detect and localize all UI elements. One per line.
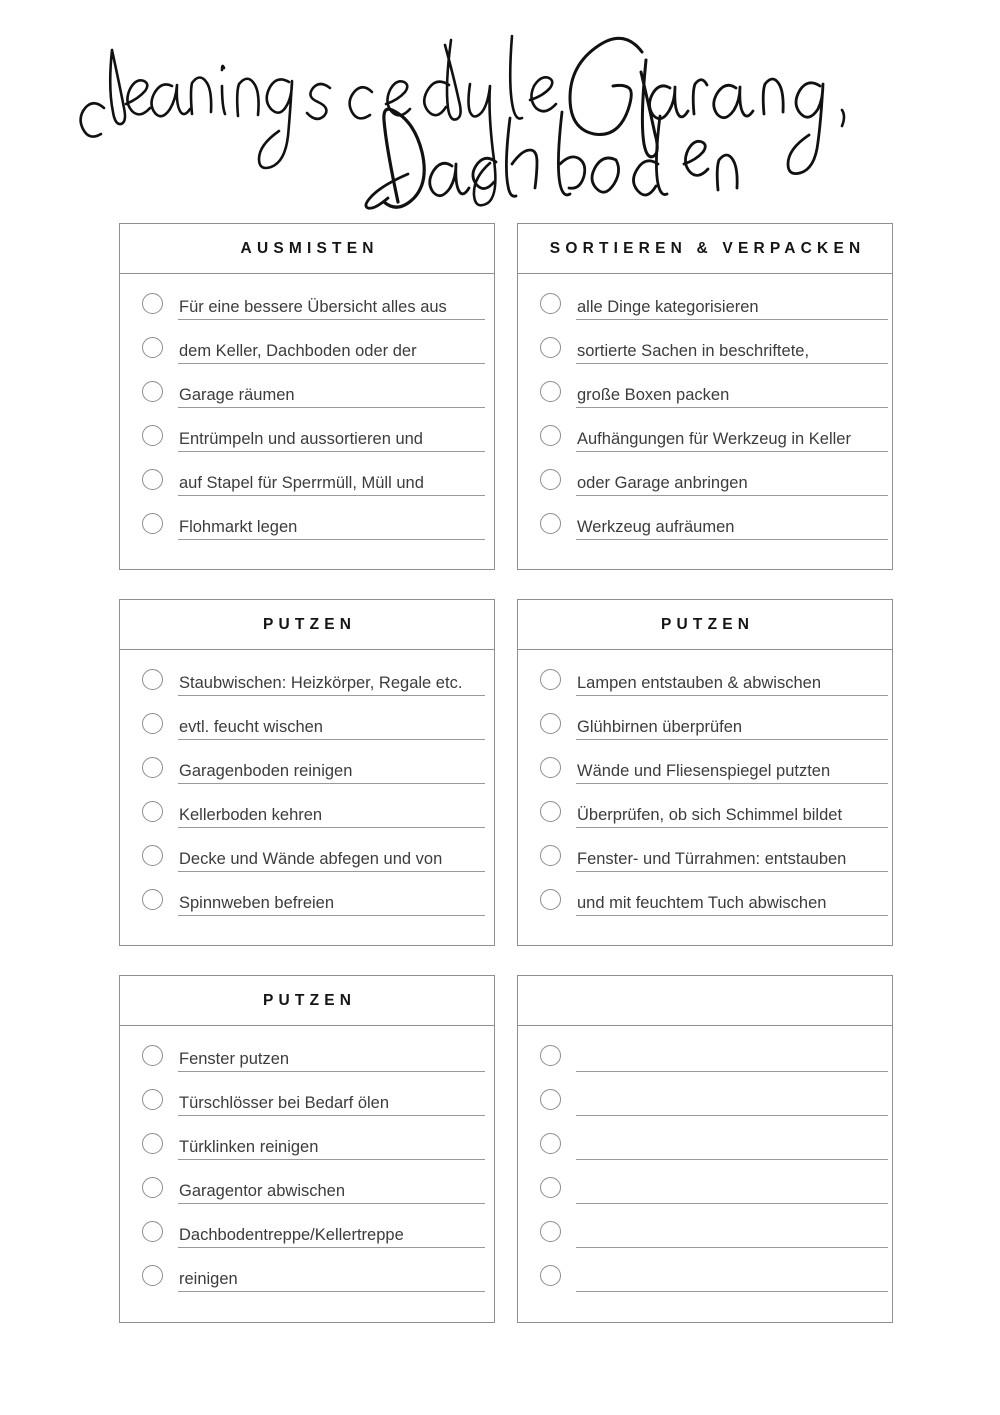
task-row[interactable] xyxy=(534,756,876,800)
task-label: Fenster putzen xyxy=(179,1050,290,1068)
task-row[interactable] xyxy=(136,1176,478,1220)
task-line[interactable] xyxy=(576,1132,876,1162)
write-rule xyxy=(576,915,888,916)
write-rule xyxy=(178,827,485,828)
checkbox-circle-icon[interactable] xyxy=(540,337,561,358)
write-rule xyxy=(576,451,888,452)
task-label: Decke und Wände abfegen und von xyxy=(179,850,443,868)
task-row[interactable] xyxy=(534,1132,876,1176)
task-row[interactable] xyxy=(136,1264,478,1308)
checkbox-circle-icon[interactable] xyxy=(142,757,163,778)
checklist-card-sortieren-verpacken xyxy=(517,223,893,570)
checkbox-circle-icon[interactable] xyxy=(540,889,561,910)
task-row[interactable] xyxy=(534,424,876,468)
task-line xyxy=(576,336,876,366)
task-label: Glühbirnen überprüfen xyxy=(577,718,743,736)
write-rule xyxy=(178,1159,485,1160)
task-line xyxy=(576,424,876,454)
write-rule xyxy=(576,495,888,496)
task-row[interactable] xyxy=(136,800,478,844)
checkbox-circle-icon[interactable] xyxy=(142,425,163,446)
task-row[interactable] xyxy=(534,1044,876,1088)
task-row[interactable] xyxy=(136,756,478,800)
task-line xyxy=(178,668,478,698)
task-label: Flohmarkt legen xyxy=(179,518,298,536)
card-title: AUSMISTEN xyxy=(240,239,379,257)
checklist-card-blank xyxy=(517,975,893,1323)
card-header xyxy=(518,976,892,1026)
task-line xyxy=(576,844,876,874)
checkbox-circle-icon[interactable] xyxy=(142,1221,163,1242)
task-row[interactable] xyxy=(136,1220,478,1264)
task-label: Garagenboden reinigen xyxy=(179,762,353,780)
checklist-card-putzen-3 xyxy=(119,975,495,1323)
write-rule xyxy=(576,1247,888,1248)
task-line xyxy=(576,800,876,830)
task-label: reinigen xyxy=(179,1270,238,1288)
write-rule xyxy=(178,871,485,872)
write-rule xyxy=(576,871,888,872)
checkbox-circle-icon[interactable] xyxy=(540,469,561,490)
task-label: Türklinken reinigen xyxy=(179,1138,319,1156)
task-row[interactable] xyxy=(136,336,478,380)
task-label: und mit feuchtem Tuch abwischen xyxy=(577,894,827,912)
write-rule xyxy=(576,319,888,320)
checklist-card-putzen-1 xyxy=(119,599,495,946)
task-label: sortierte Sachen in beschriftete, xyxy=(577,342,810,360)
checkbox-circle-icon[interactable] xyxy=(540,381,561,402)
checkbox-circle-icon[interactable] xyxy=(540,713,561,734)
checkbox-circle-icon[interactable] xyxy=(540,293,561,314)
task-label: Für eine bessere Übersicht alles aus xyxy=(179,298,447,316)
task-line xyxy=(178,512,478,542)
checkbox-circle-icon[interactable] xyxy=(540,1265,561,1286)
write-rule xyxy=(178,319,485,320)
task-label: Türschlösser bei Bedarf ölen xyxy=(179,1094,390,1112)
write-rule xyxy=(576,1071,888,1072)
task-row[interactable] xyxy=(136,468,478,512)
write-rule xyxy=(178,739,485,740)
write-rule xyxy=(178,1203,485,1204)
task-label: alle Dinge kategorisieren xyxy=(577,298,759,316)
write-rule xyxy=(178,1247,485,1248)
card-body xyxy=(120,650,494,946)
write-rule xyxy=(178,915,485,916)
task-row[interactable] xyxy=(534,668,876,712)
card-header xyxy=(120,600,494,650)
checkbox-circle-icon[interactable] xyxy=(540,1089,561,1110)
task-row[interactable] xyxy=(136,1132,478,1176)
task-label: auf Stapel für Sperrmüll, Müll und xyxy=(179,474,424,492)
checkbox-circle-icon[interactable] xyxy=(142,669,163,690)
write-rule xyxy=(178,1115,485,1116)
task-label: Fenster- und Türrahmen: entstauben xyxy=(577,850,847,868)
task-line xyxy=(576,292,876,322)
task-line xyxy=(576,712,876,742)
card-title: PUTZEN xyxy=(262,991,357,1009)
checklist-card-ausmisten xyxy=(119,223,495,570)
checkbox-circle-icon[interactable] xyxy=(142,845,163,866)
checkbox-circle-icon[interactable] xyxy=(540,845,561,866)
task-line xyxy=(178,1264,478,1294)
task-row[interactable] xyxy=(534,1088,876,1132)
checkbox-circle-icon[interactable] xyxy=(142,293,163,314)
task-row[interactable] xyxy=(534,888,876,932)
task-label: Garage räumen xyxy=(179,386,295,404)
checkbox-circle-icon[interactable] xyxy=(142,337,163,358)
checkbox-circle-icon[interactable] xyxy=(540,1045,561,1066)
task-line xyxy=(576,380,876,410)
task-line xyxy=(576,512,876,542)
checkbox-circle-icon[interactable] xyxy=(142,1045,163,1066)
write-rule xyxy=(576,827,888,828)
card-body xyxy=(120,1026,494,1322)
write-rule xyxy=(178,363,485,364)
task-label: Garagentor abwischen xyxy=(179,1182,346,1200)
task-label: Dachbodentreppe/Kellertreppe xyxy=(179,1226,404,1244)
task-label: Kellerboden kehren xyxy=(179,806,323,824)
task-row[interactable] xyxy=(534,1264,876,1308)
checkbox-circle-icon[interactable] xyxy=(540,669,561,690)
card-body xyxy=(518,650,892,946)
task-label: große Boxen packen xyxy=(577,386,730,404)
task-line xyxy=(178,712,478,742)
task-label: oder Garage anbringen xyxy=(577,474,748,492)
write-rule xyxy=(576,1203,888,1204)
write-rule xyxy=(178,495,485,496)
write-rule xyxy=(576,363,888,364)
checkbox-circle-icon[interactable] xyxy=(540,1133,561,1154)
task-line[interactable] xyxy=(576,1176,876,1206)
write-rule xyxy=(576,407,888,408)
card-body xyxy=(518,274,892,570)
write-rule xyxy=(576,695,888,696)
checkbox-circle-icon[interactable] xyxy=(540,425,561,446)
task-line xyxy=(576,888,876,918)
card-header xyxy=(518,600,892,650)
card-header xyxy=(120,224,494,274)
write-rule xyxy=(178,695,485,696)
task-line xyxy=(178,888,478,918)
task-line xyxy=(576,668,876,698)
task-row[interactable] xyxy=(136,424,478,468)
checkbox-circle-icon[interactable] xyxy=(142,1265,163,1286)
card-title: SORTIEREN & VERPACKEN xyxy=(549,239,866,257)
checkbox-circle-icon[interactable] xyxy=(142,1089,163,1110)
task-line xyxy=(178,756,478,786)
checkbox-circle-icon[interactable] xyxy=(540,757,561,778)
checkbox-circle-icon[interactable] xyxy=(142,381,163,402)
checkbox-circle-icon[interactable] xyxy=(142,513,163,534)
task-line xyxy=(178,424,478,454)
task-row[interactable] xyxy=(534,1176,876,1220)
checkbox-circle-icon[interactable] xyxy=(540,1177,561,1198)
task-row[interactable] xyxy=(136,1088,478,1132)
task-line xyxy=(178,1088,478,1118)
task-row[interactable] xyxy=(534,800,876,844)
checkbox-circle-icon[interactable] xyxy=(142,713,163,734)
task-row[interactable] xyxy=(534,712,876,756)
card-body xyxy=(518,1026,892,1322)
task-row[interactable] xyxy=(534,512,876,556)
task-line[interactable] xyxy=(576,1220,876,1250)
task-line xyxy=(178,1220,478,1250)
checklist-board xyxy=(119,223,893,1323)
task-row[interactable] xyxy=(534,336,876,380)
task-line xyxy=(178,844,478,874)
checkbox-circle-icon[interactable] xyxy=(142,1177,163,1198)
task-row[interactable] xyxy=(136,512,478,556)
checkbox-circle-icon[interactable] xyxy=(142,1133,163,1154)
checkbox-circle-icon[interactable] xyxy=(142,889,163,910)
task-row[interactable] xyxy=(534,468,876,512)
checkbox-circle-icon[interactable] xyxy=(540,513,561,534)
task-label: Entrümpeln und aussortieren und xyxy=(179,430,423,448)
task-line xyxy=(178,380,478,410)
task-line xyxy=(178,800,478,830)
handwritten-title-icon xyxy=(0,0,1000,215)
checkbox-circle-icon[interactable] xyxy=(142,801,163,822)
task-label: Werkzeug aufräumen xyxy=(577,518,735,536)
card-header xyxy=(120,976,494,1026)
write-rule xyxy=(178,407,485,408)
task-row[interactable] xyxy=(136,292,478,336)
card-body xyxy=(120,274,494,570)
task-line xyxy=(178,468,478,498)
task-line xyxy=(178,1176,478,1206)
task-line xyxy=(576,468,876,498)
task-label: Spinnweben befreien xyxy=(179,894,335,912)
task-label: evtl. feucht wischen xyxy=(179,718,323,736)
write-rule xyxy=(576,1159,888,1160)
write-rule xyxy=(576,1291,888,1292)
task-label: dem Keller, Dachboden oder der xyxy=(179,342,417,360)
write-rule xyxy=(178,783,485,784)
write-rule xyxy=(576,783,888,784)
task-row[interactable] xyxy=(136,888,478,932)
card-header xyxy=(518,224,892,274)
task-label: Überprüfen, ob sich Schimmel bildet xyxy=(577,806,843,824)
task-line[interactable] xyxy=(576,1044,876,1074)
write-rule xyxy=(576,739,888,740)
task-line xyxy=(178,1044,478,1074)
task-label: Staubwischen: Heizkörper, Regale etc. xyxy=(179,674,463,692)
task-row[interactable] xyxy=(136,844,478,888)
task-line xyxy=(576,756,876,786)
checklist-card-putzen-2 xyxy=(517,599,893,946)
write-rule xyxy=(576,1115,888,1116)
task-row[interactable] xyxy=(534,292,876,336)
page-title-block xyxy=(0,0,1000,215)
task-row[interactable] xyxy=(136,380,478,424)
task-row[interactable] xyxy=(136,1044,478,1088)
write-rule xyxy=(178,1071,485,1072)
write-rule xyxy=(178,1291,485,1292)
write-rule xyxy=(576,539,888,540)
task-row[interactable] xyxy=(136,668,478,712)
task-line xyxy=(178,292,478,322)
task-label: Aufhängungen für Werkzeug in Keller xyxy=(577,430,851,448)
task-label: Wände und Fliesenspiegel putzten xyxy=(577,762,831,780)
task-line xyxy=(178,336,478,366)
write-rule xyxy=(178,539,485,540)
task-row[interactable] xyxy=(136,712,478,756)
task-line xyxy=(178,1132,478,1162)
write-rule xyxy=(178,451,485,452)
task-row[interactable] xyxy=(534,844,876,888)
task-row[interactable] xyxy=(534,380,876,424)
task-line[interactable] xyxy=(576,1088,876,1118)
checkbox-circle-icon[interactable] xyxy=(540,801,561,822)
card-title: PUTZEN xyxy=(262,615,357,633)
checkbox-circle-icon[interactable] xyxy=(540,1221,561,1242)
task-row[interactable] xyxy=(534,1220,876,1264)
task-line[interactable] xyxy=(576,1264,876,1294)
card-title: PUTZEN xyxy=(660,615,755,633)
task-label: Lampen entstauben & abwischen xyxy=(577,674,822,692)
checkbox-circle-icon[interactable] xyxy=(142,469,163,490)
